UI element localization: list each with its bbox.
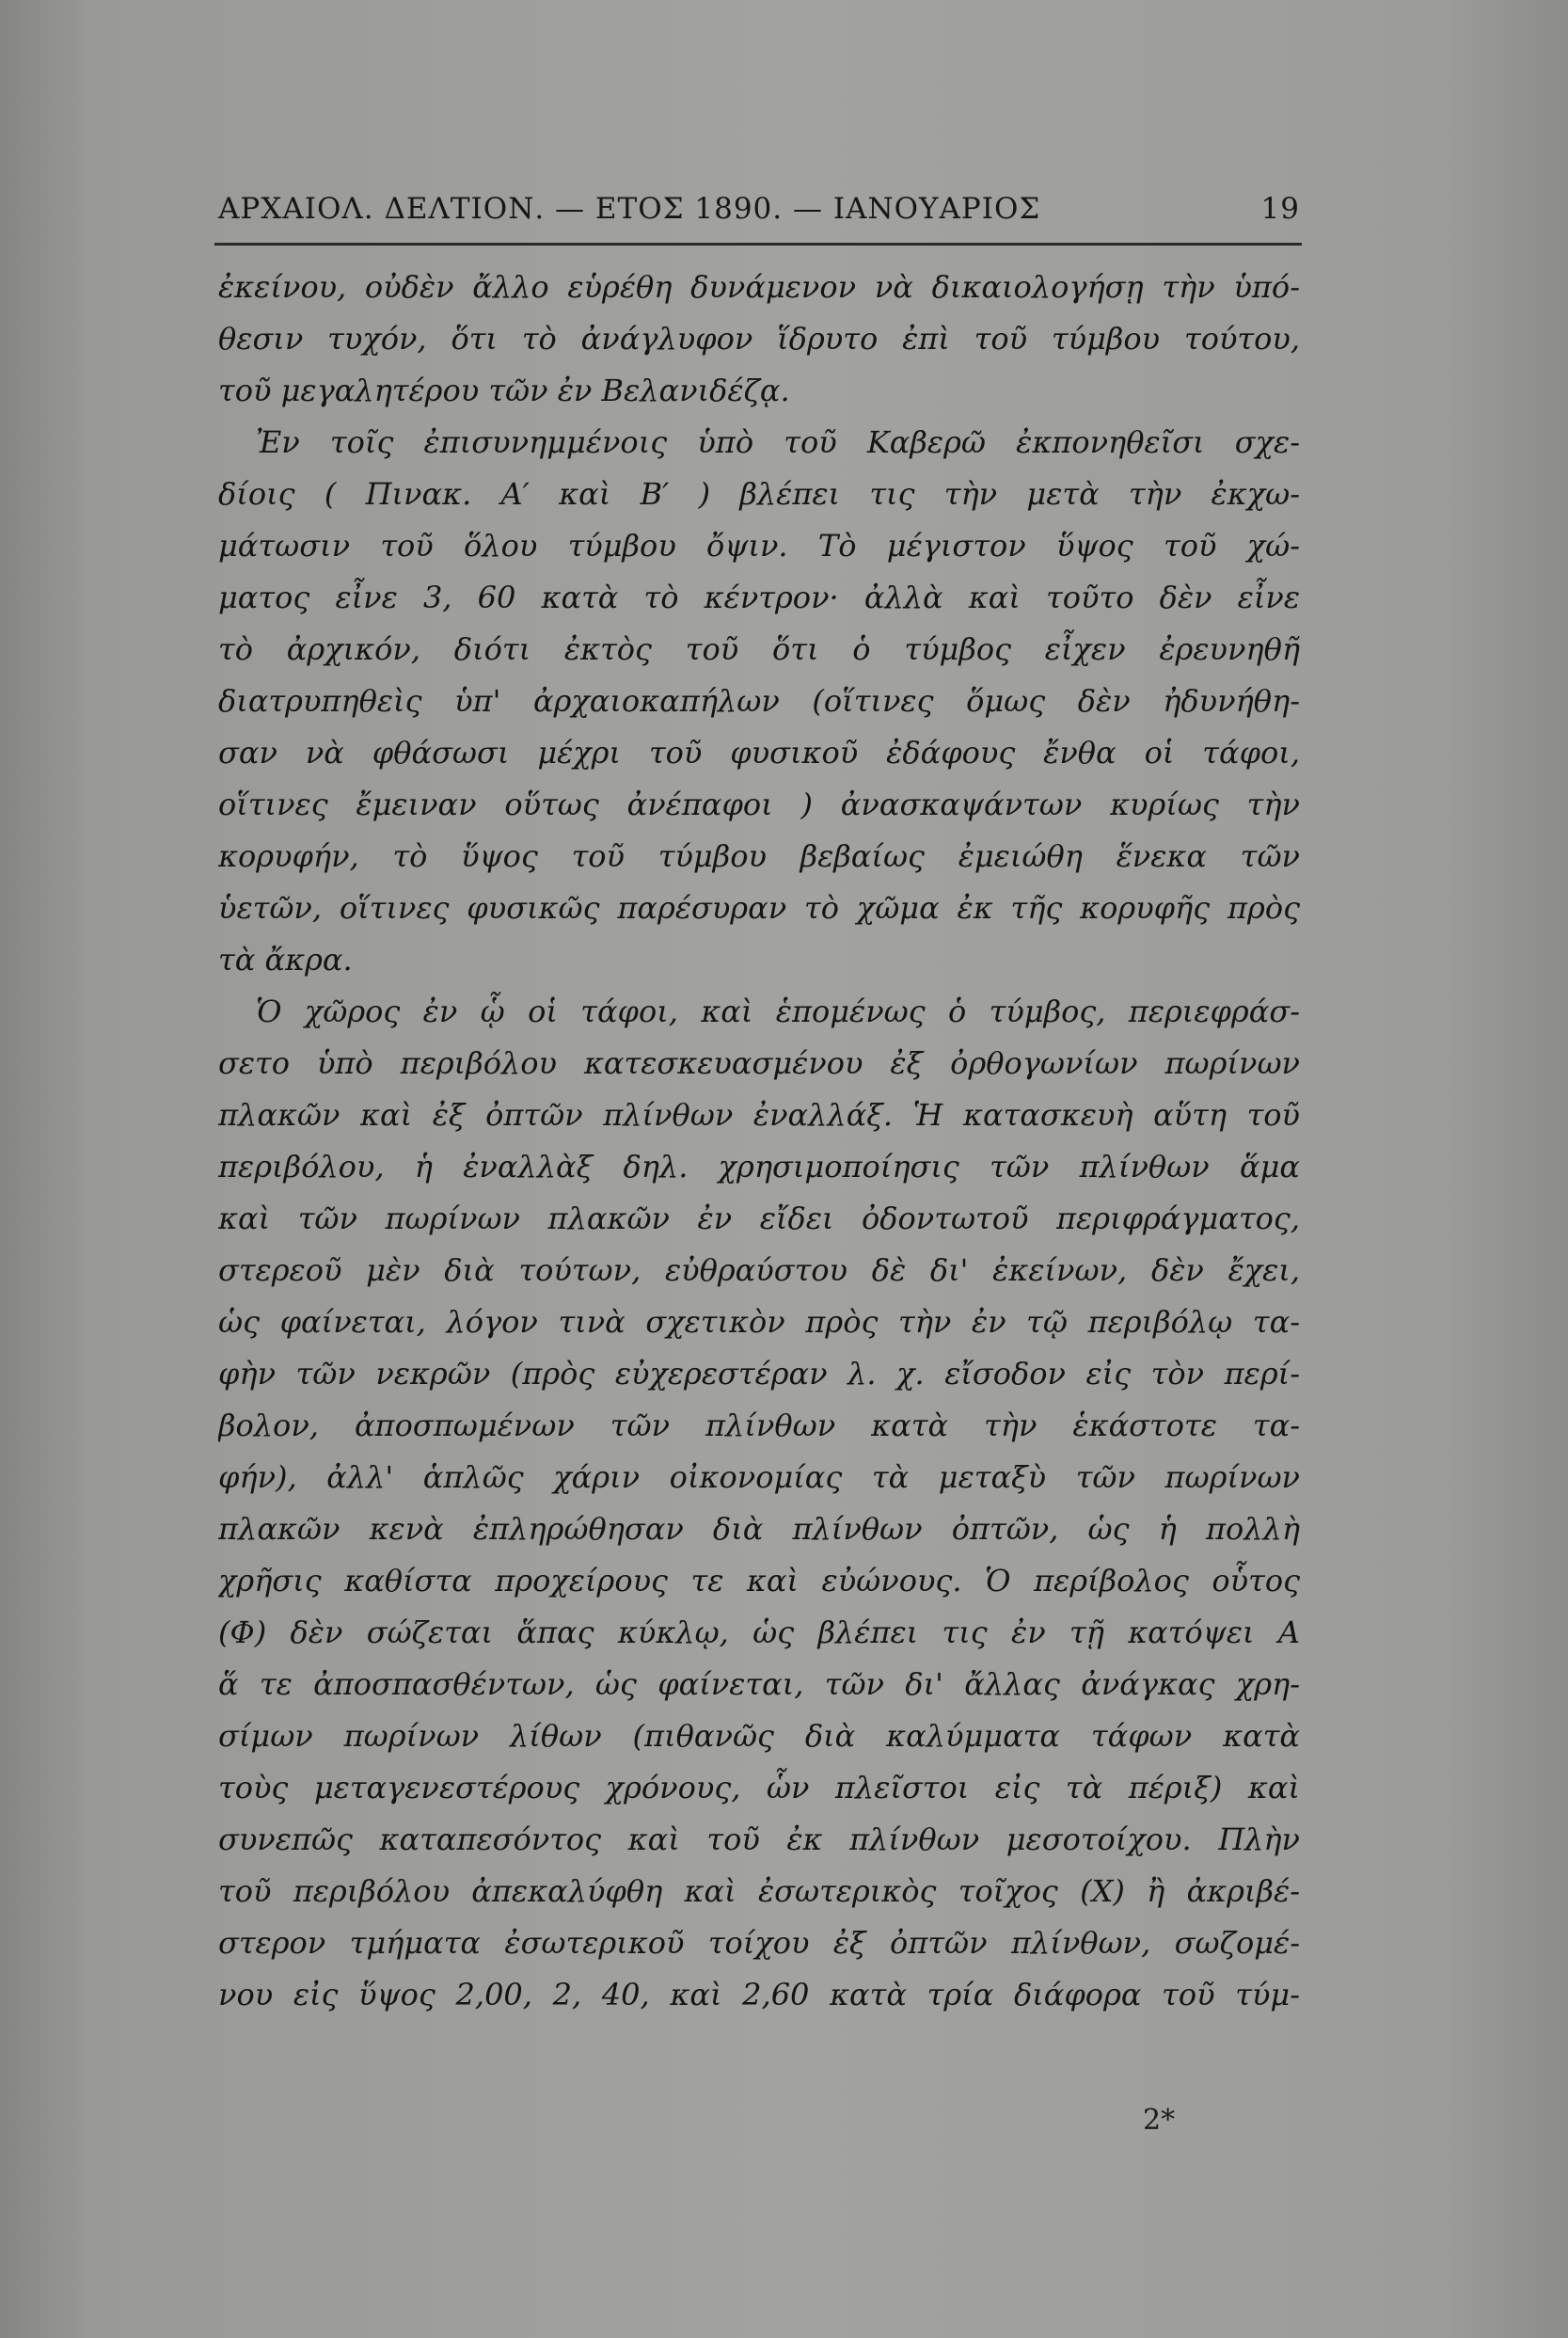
text-line: τὸ ἀρχικόν, διότι ἐκτὸς τοῦ ὅτι ὁ τύμβος εἶχεν ἐρευνηθῆ	[218, 631, 1300, 667]
page-header	[218, 184, 1300, 241]
text-line: τοὺς μεταγενεστέρους χρόνους, ὧν πλεῖστοι εἰς τὰ πέριξ) καὶ	[218, 1770, 1300, 1805]
text-line: οἵτινες ἔμειναν οὕτως ἀνέπαφοι ) ἀνασκαψάντων κυρίως τὴν	[218, 787, 1300, 822]
text-line: χρῆσις καθίστα προχείρους τε καὶ εὐώνους. Ὁ περίβολος οὗτος	[218, 1563, 1300, 1598]
text-line: θεσιν τυχόν, ὅτι τὸ ἀνάγλυφον ἵδρυτο ἐπὶ τοῦ τύμβου τούτου,	[218, 321, 1300, 357]
text-line: συνεπῶς καταπεσόντος καὶ τοῦ ἐκ πλίνθων μεσοτοίχου. Πλὴν	[218, 1821, 1300, 1857]
text-line: καὶ τῶν πωρίνων πλακῶν ἐν εἴδει ὀδοντωτοῦ περιφράγματος,	[218, 1201, 1300, 1236]
text-line: πλακῶν καὶ ἐξ ὀπτῶν πλίνθων ἐναλλάξ. Ἡ κατασκευὴ αὕτη τοῦ	[218, 1097, 1300, 1133]
text-line: Ὁ χῶρος ἐν ᾧ οἱ τάφοι, καὶ ἑπομένως ὁ τύμβος, περιεφράσ-	[256, 994, 1300, 1029]
running-title: ΑΡΧΑΙΟΛ. ΔΕΛΤΙΟΝ. — ΕΤΟΣ 1890. — ΙΑΝΟΥΑΡΙΟΣ	[218, 192, 1041, 226]
header-rule	[214, 243, 1302, 246]
text-line: μάτωσιν τοῦ ὅλου τύμβου ὄψιν. Τὸ μέγιστον ὕψος τοῦ χώ-	[218, 528, 1300, 564]
text-line: σίμων πωρίνων λίθων (πιθανῶς διὰ καλύμματα τάφων κατὰ	[218, 1718, 1300, 1754]
text-line: βολον, ἀποσπωμένων τῶν πλίνθων κατὰ τὴν ἑκάστοτε τα-	[218, 1408, 1300, 1443]
page-number: 19	[1260, 192, 1300, 226]
text-line: σετο ὑπὸ περιβόλου κατεσκευασμένου ἐξ ὀρθογωνίων πωρίνων	[218, 1045, 1300, 1081]
text-line: σαν νὰ φθάσωσι μέχρι τοῦ φυσικοῦ ἐδάφους ἔνθα οἱ τάφοι,	[218, 735, 1300, 771]
text-line: δίοις ( Πινακ. Α′ καὶ Β′ ) βλέπει τις τὴν μετὰ τὴν ἐκχω-	[218, 476, 1300, 512]
text-line: φὴν τῶν νεκρῶν (πρὸς εὐχερεστέραν λ. χ. εἴσοδον εἰς τὸν περί-	[218, 1356, 1300, 1392]
text-line: νου εἰς ὕψος 2,00, 2, 40, καὶ 2,60 κατὰ τρία διάφορα τοῦ τύμ-	[218, 1977, 1300, 2012]
text-line: πλακῶν κενὰ ἐπληρώθησαν διὰ πλίνθων ὀπτῶν, ὡς ἡ πολλὴ	[218, 1511, 1300, 1547]
text-line: τοῦ περιβόλου ἀπεκαλύφθη καὶ ἐσωτερικὸς τοῖχος (Χ) ἢ ἀκριβέ-	[218, 1873, 1300, 1909]
text-line: Ἐν τοῖς ἐπισυνημμένοις ὑπὸ τοῦ Καβερῶ ἐκπονηθεῖσι σχε-	[256, 424, 1300, 460]
text-line: τοῦ μεγαλητέρου τῶν ἐν Βελανιδέζᾳ.	[218, 373, 790, 408]
body-text	[218, 262, 1300, 2021]
text-line: διατρυπηθεὶς ὑπ' ἀρχαιοκαπήλων (οἵτινες ὅμως δὲν ἠδυνήθη-	[218, 683, 1300, 719]
text-line: τὰ ἄκρα.	[218, 942, 353, 978]
text-line: ὡς φαίνεται, λόγον τινὰ σχετικὸν πρὸς τὴν ἐν τῷ περιβόλῳ τα-	[218, 1304, 1300, 1340]
text-line: στερον τμήματα ἐσωτερικοῦ τοίχου ἐξ ὀπτῶν πλίνθων, σωζομέ-	[218, 1925, 1300, 1961]
text-line: ἅ τε ἀποσπασθέντων, ὡς φαίνεται, τῶν δι' ἄλλας ἀνάγκας χρη-	[218, 1666, 1300, 1702]
text-line: ματος εἶνε 3, 60 κατὰ τὸ κέντρον· ἀλλὰ καὶ τοῦτο δὲν εἶνε	[218, 580, 1300, 615]
text-line: (Φ) δὲν σώζεται ἅπας κύκλῳ, ὡς βλέπει τις ἐν τῇ κατόψει Α	[218, 1614, 1300, 1650]
text-line: ὑετῶν, οἵτινες φυσικῶς παρέσυραν τὸ χῶμα ἐκ τῆς κορυφῆς πρὸς	[218, 890, 1300, 926]
text-line: φήν), ἀλλ' ἁπλῶς χάριν οἰκονομίας τὰ μεταξὺ τῶν πωρίνων	[218, 1459, 1300, 1495]
text-line: κορυφήν, τὸ ὕψος τοῦ τύμβου βεβαίως ἐμειώθη ἕνεκα τῶν	[218, 838, 1300, 874]
text-line: περιβόλου, ἡ ἐναλλὰξ δηλ. χρησιμοποίησις τῶν πλίνθων ἅμα	[218, 1149, 1300, 1185]
printer-signature: 2*	[1143, 2104, 1176, 2137]
text-line: στερεοῦ μὲν διὰ τούτων, εὐθραύστου δὲ δι' ἐκείνων, δὲν ἔχει,	[218, 1252, 1300, 1288]
text-line: ἐκείνου, οὐδὲν ἄλλο εὑρέθη δυνάμενον νὰ δικαιολογήσῃ τὴν ὑπό-	[218, 269, 1300, 305]
